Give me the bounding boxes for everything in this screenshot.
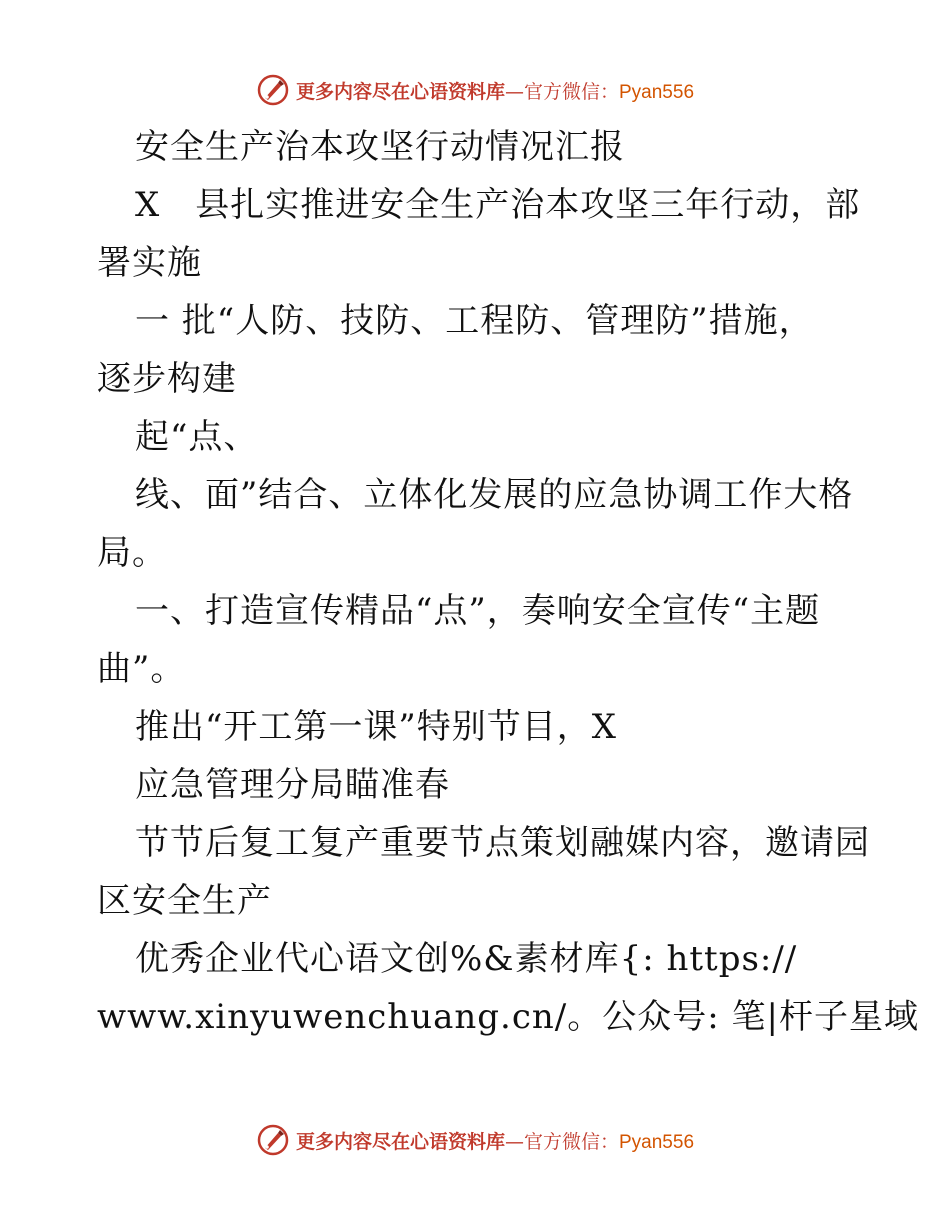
paragraph-line: www.xinyuwenchuang.cn/。公众号: 笔|杆子星域 (97, 997, 919, 1037)
paragraph-line: 优秀企业代心语文创%&素材库{: https:// (135, 939, 798, 979)
paragraph-line: 应急管理分局瞄准春 (135, 765, 450, 805)
paragraph-line: 起“点、 (135, 417, 259, 457)
paragraph-line: 节节后复工复产重要节点策划融媒内容，邀请园 (135, 823, 870, 863)
pen-logo-icon (256, 73, 290, 107)
paragraph-line: 曲”。 (97, 649, 186, 689)
watermark-text (296, 77, 694, 104)
watermark-text (296, 1127, 694, 1154)
watermark-dash: — (504, 1130, 524, 1153)
watermark-dash: — (504, 80, 524, 103)
watermark-wechat-label: 官方微信： (523, 1130, 619, 1153)
watermark-main: 更多内容尽在心语资料库 (295, 80, 505, 103)
paragraph-line: 推出“开工第一课”特别节目，X (135, 707, 617, 747)
watermark-wechat-id: Pyan556 (619, 1131, 695, 1153)
pen-logo-icon (256, 1123, 290, 1157)
paragraph-line: 线、面”结合、立体化发展的应急协调工作大格 (135, 475, 854, 515)
watermark-wechat-id: Pyan556 (619, 81, 695, 103)
paragraph-line: 逐步构建 (97, 359, 237, 399)
paragraph-line: 区安全生产 (97, 881, 272, 921)
paragraph-line: 署实施 (97, 243, 202, 283)
document-title: 安全生产治本攻坚行动情况汇报 (135, 127, 625, 167)
document-body (97, 118, 919, 1046)
footer-watermark-banner (0, 1120, 950, 1160)
paragraph-line: 局。 (97, 533, 167, 573)
watermark-wechat-label: 官方微信： (523, 80, 619, 103)
paragraph-line: 一 批“人防、技防、工程防、管理防”措施， (135, 301, 814, 341)
watermark-main: 更多内容尽在心语资料库 (295, 1130, 505, 1153)
paragraph-line: X 县扎实推进安全生产治本攻坚三年行动，部 (135, 185, 861, 225)
header-watermark-banner (0, 70, 950, 110)
section-heading: 一、打造宣传精品“点”，奏响安全宣传“主题 (135, 591, 821, 631)
